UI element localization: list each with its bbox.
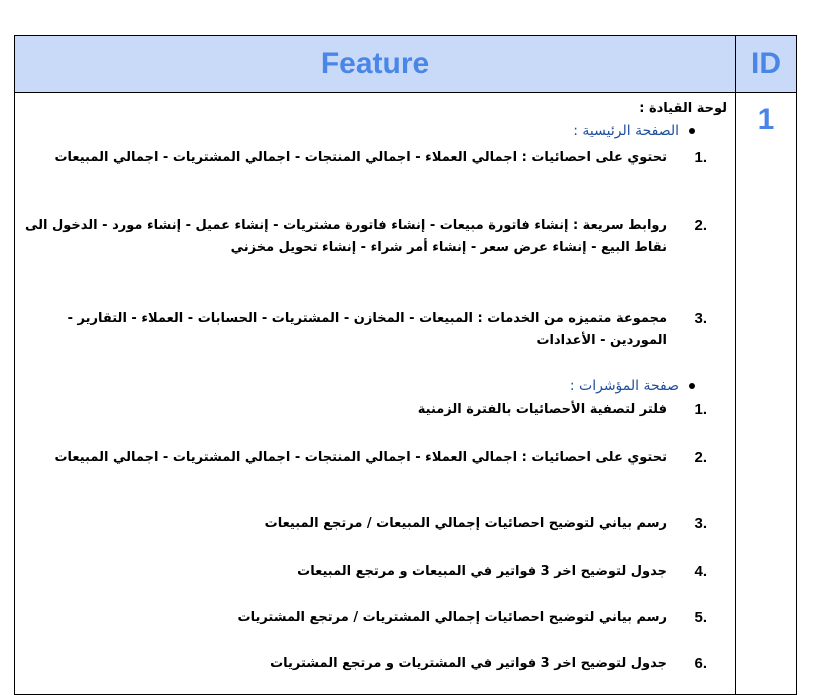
item-number: 6. [694, 655, 707, 672]
item-text: رسم بياني لتوضيح احصائيات إجمالي المبيعات / مرتجع المبيعات [264, 516, 667, 531]
item-number: 1. [694, 149, 707, 166]
indicators-page-heading [570, 378, 695, 394]
item-number: 3. [694, 515, 707, 532]
home-item-3 [23, 308, 707, 352]
indicators-item-3 [23, 513, 707, 535]
feature-table [14, 35, 797, 695]
dashboard-title: لوحة القيادة : [639, 101, 727, 116]
indicators-item-6 [23, 653, 707, 675]
home-page-heading-text: الصفحة الرئيسية : [573, 123, 679, 139]
item-text: تحتوي على احصائيات : اجمالي العملاء - اجمالي المنتجات - اجمالي المشتريات - اجمالي المبيعات [54, 450, 667, 465]
item-number: 5. [694, 609, 707, 626]
item-text: جدول لتوضيح اخر 3 فواتير في المبيعات و مرتجع المبيعات [297, 564, 667, 579]
item-text: رسم بياني لتوضيح احصائيات إجمالي المشتريات / مرتجع المشتريات [237, 610, 667, 625]
indicators-item-2 [23, 447, 707, 469]
indicators-item-1 [23, 399, 707, 421]
item-text: مجموعة متميزه من الخدمات : المبيعات - المخازن - المشتريات - الحسابات - العملاء - التقارير - الموردين - الأعدادات [67, 311, 667, 348]
item-text: جدول لتوضيح اخر 3 فواتير في المشتريات و مرتجع المشتريات [270, 656, 667, 671]
indicators-item-4 [23, 561, 707, 583]
header-id: ID [736, 36, 797, 93]
home-item-2 [23, 215, 707, 259]
indicators-item-5 [23, 607, 707, 629]
item-number: 4. [694, 563, 707, 580]
item-number: 2. [694, 217, 707, 234]
home-page-heading [573, 123, 695, 139]
indicators-page-heading-text: صفحة المؤشرات : [569, 378, 679, 394]
item-number: 1. [694, 401, 707, 418]
item-number: 3. [694, 310, 707, 327]
id-cell: 1 [736, 93, 797, 695]
item-text: فلتر لتصفية الأحصائيات بالفترة الزمنية [417, 402, 667, 417]
header-feature: Feature [15, 36, 736, 93]
bullet-icon [689, 128, 695, 134]
item-text: تحتوي على احصائيات : اجمالي العملاء - اجمالي المنتجات - اجمالي المشتريات - اجمالي المبيعات [54, 150, 667, 165]
home-item-1 [23, 147, 707, 169]
item-number: 2. [694, 449, 707, 466]
feature-cell [15, 93, 736, 695]
bullet-icon [689, 383, 695, 389]
item-text: روابط سريعة : إنشاء فاتورة مبيعات - إنشاء فاتورة مشتريات - إنشاء عميل - إنشاء مورد - الدخول الى نقاط البيع - إنشاء عرض سعر - إنشاء أمر شراء - إنشاء تحويل مخزني [24, 218, 667, 255]
